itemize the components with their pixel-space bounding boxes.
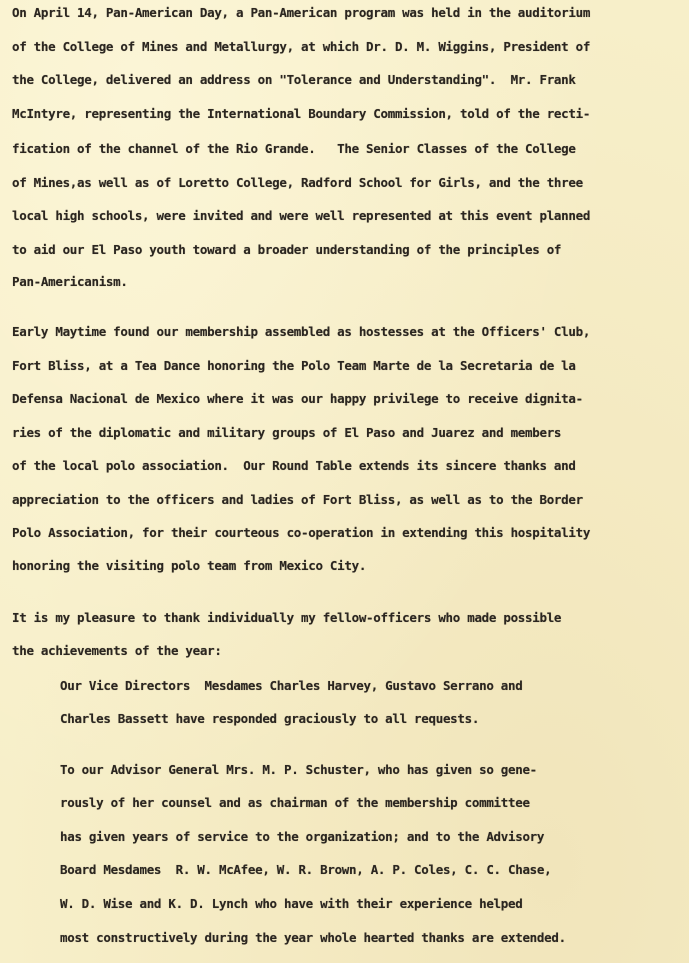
paragraph-5-line-2: rously of her counsel and as chairman of the membership committee [60,795,530,810]
paragraph-2-line-8: honoring the visiting polo team from Mexico City. [12,558,367,573]
paragraph-1-line-7: local high schools, were invited and were well represented at this event planned [12,208,591,223]
paragraph-2-line-6: appreciation to the officers and ladies of Fort Bliss, as well as to the Border [12,492,583,507]
paragraph-2-line-4: ries of the diplomatic and military groups of El Paso and Juarez and members [12,425,562,440]
paragraph-3-line-2: the achievements of the year: [12,643,222,658]
paragraph-2-line-3: Defensa Nacional de Mexico where it was our happy privilege to receive dignita- [12,391,583,406]
paragraph-2-line-1: Early Maytime found our membership assembled as hostesses at the Officers' Club, [12,324,591,339]
paragraph-1-line-5: fication of the channel of the Rio Grande. The Senior Classes of the College [12,141,576,156]
paragraph-1-line-4: McIntyre, representing the International Boundary Commission, told of the recti- [12,106,591,121]
paragraph-1-line-2: of the College of Mines and Metallurgy, at which Dr. D. M. Wiggins, President of [12,39,591,54]
paragraph-4-line-1: Our Vice Directors Mesdames Charles Harvey, Gustavo Serrano and [60,678,523,693]
paragraph-1-line-9: Pan-Americanism. [12,274,128,289]
paragraph-5-line-6: most constructively during the year whole hearted thanks are extended. [60,930,566,945]
paragraph-1-line-8: to aid our El Paso youth toward a broader understanding of the principles of [12,242,562,257]
paragraph-5-line-3: has given years of service to the organization; and to the Advisory [60,829,545,844]
paragraph-1-line-6: of Mines,as well as of Loretto College, Radford School for Girls, and the three [12,175,583,190]
paragraph-3-line-1: It is my pleasure to thank individually my fellow-officers who made possible [12,610,562,625]
paragraph-4-line-2: Charles Bassett have responded graciously to all requests. [60,711,480,726]
paragraph-2-line-5: of the local polo association. Our Round Table extends its sincere thanks and [12,458,576,473]
paragraph-1-line-1: On April 14, Pan-American Day, a Pan-American program was held in the auditorium [12,5,591,20]
paragraph-5-line-5: W. D. Wise and K. D. Lynch who have with their experience helped [60,896,523,911]
paragraph-2-line-7: Polo Association, for their courteous co-operation in extending this hospitality [12,525,591,540]
paragraph-5-line-4: Board Mesdames R. W. McAfee, W. R. Brown, A. P. Coles, C. C. Chase, [60,862,552,877]
paragraph-2-line-2: Fort Bliss, at a Tea Dance honoring the Polo Team Marte de la Secretaria de la [12,358,576,373]
paragraph-5-line-1: To our Advisor General Mrs. M. P. Schuster, who has given so gene- [60,762,537,777]
paragraph-1-line-3: the College, delivered an address on "Tolerance and Understanding". Mr. Frank [12,72,576,87]
